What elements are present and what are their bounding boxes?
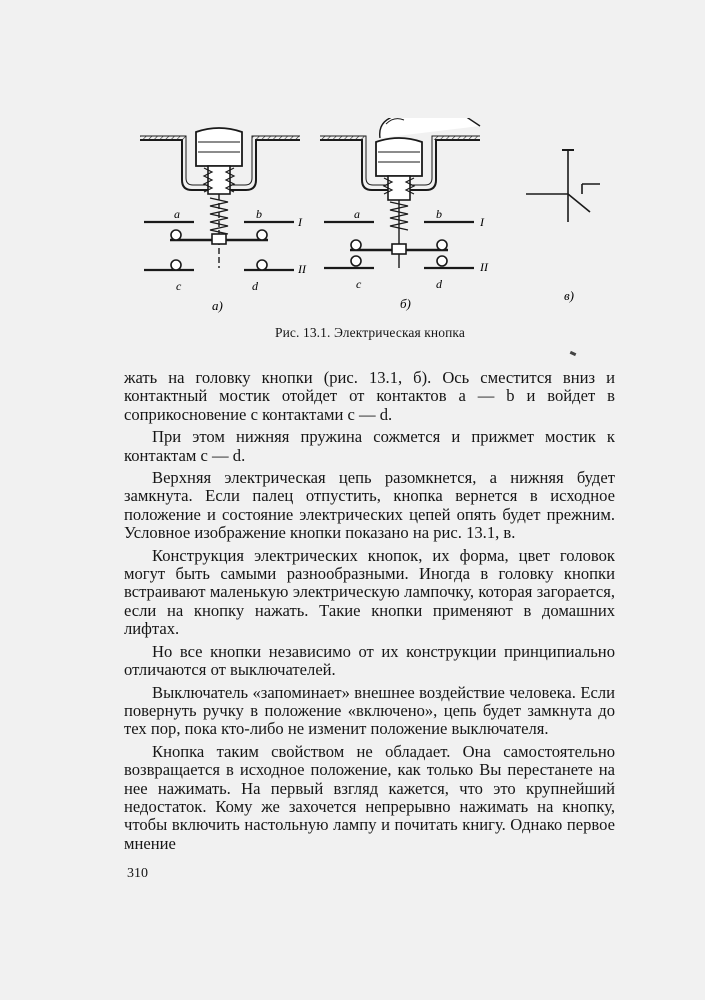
finger-icon — [380, 118, 480, 138]
figure-13-1 — [130, 118, 610, 318]
button-diagram — [130, 118, 610, 318]
stem-b — [388, 176, 410, 200]
paragraph: Кнопка таким свойством не обладает. Она самостоятельно возвращается в исходное положение, как только Вы перестанете на нее нажимать. На первый взгляд кажется, что это крупнейший недостаток. Кому же захочется непрерывно нажимать на кнопку, чтобы включить настольную лампу и почитать книгу. Однако первое мнение — [124, 741, 615, 853]
label-b: b — [256, 207, 262, 221]
part-label-b: б) — [400, 296, 411, 311]
button-head-b — [376, 138, 422, 176]
button-head-a — [196, 128, 242, 166]
paragraph: жать на головку кнопки (рис. 13.1, б). Ось сместится вниз и контактный мостик отойдет от контактов a — b и войдет в соприкосновение с контактами c — d. — [124, 368, 615, 424]
label-b-b: b — [436, 207, 442, 221]
part-label-a: а) — [212, 298, 223, 313]
figure-caption: Рис. 13.1. Электрическая кнопка — [275, 325, 465, 340]
label-line2-a: II — [298, 262, 306, 276]
label-d: d — [252, 279, 258, 293]
page-number: 310 — [127, 866, 148, 881]
paragraph: При этом нижняя пружина сожмется и прижмет мостик к контактам c — d. — [124, 427, 615, 465]
body-text — [124, 369, 615, 857]
label-line2-b: II — [480, 260, 488, 274]
paragraph: Но все кнопки независимо от их конструкции принципиально отличаются от выключателей. — [124, 641, 615, 680]
label-c: c — [176, 279, 182, 293]
paragraph: Конструкция электрических кнопок, их форма, цвет головок могут быть самыми разнообразными. Иногда в головку кнопки встраивают маленькую электрическую лампочку, которая загорается, если на кнопку нажать. Такие кнопки применяют в домашних лифтах. — [124, 545, 615, 639]
paragraph: Выключатель «запоминает» внешнее воздействие человека. Если повернуть ручку в положение «включено», цепь будет замкнута до тех пор, пока кто-либо не изменит положение выключателя. — [124, 682, 615, 739]
label-line1-a: I — [298, 215, 302, 229]
label-line1-b: I — [480, 215, 484, 229]
part-label-v: в) — [564, 288, 574, 303]
label-c-b: c — [356, 277, 362, 291]
paragraph: Верхняя электрическая цепь разомкнется, а нижняя будет замкнута. Если палец отпустить, кнопка вернется в исходное положение и состояние электрических цепей опять будет прежним. Условное изображение кнопки показано на рис. 13.1, в. — [124, 468, 615, 543]
label-a: a — [174, 207, 180, 221]
diagram-b — [320, 118, 480, 268]
label-a-b: a — [354, 207, 360, 221]
print-speck — [570, 351, 577, 356]
diagram-a — [140, 128, 300, 270]
label-d-b: d — [436, 277, 442, 291]
diagram-v-symbol — [526, 150, 600, 222]
spring-a — [210, 198, 228, 234]
